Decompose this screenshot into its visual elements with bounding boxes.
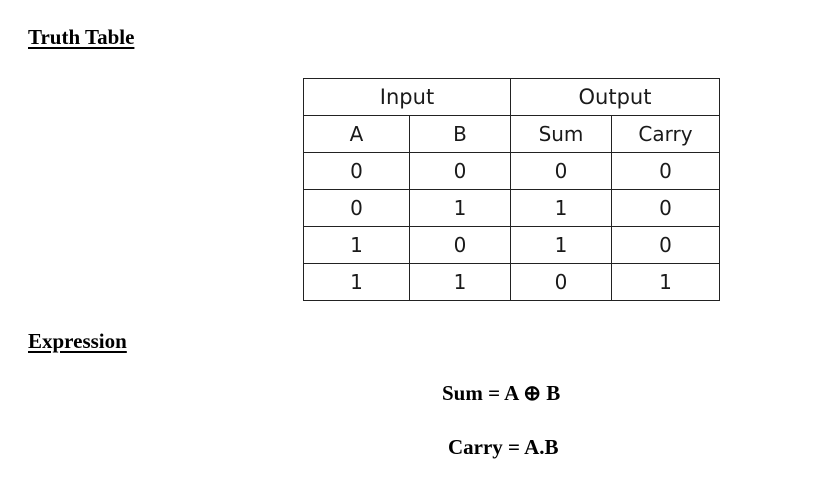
table-row: [304, 264, 720, 301]
cell-a: 1: [304, 264, 410, 301]
cell-sum: 1: [511, 227, 612, 264]
input-group-header: Input: [304, 79, 511, 116]
cell-carry: 1: [612, 264, 720, 301]
column-header-sum: Sum: [511, 116, 612, 153]
column-header-b: B: [410, 116, 511, 153]
table-row: [304, 227, 720, 264]
carry-expression: Carry = A.B: [448, 435, 559, 459]
output-group-header: Output: [511, 79, 720, 116]
expression-heading: Expression: [28, 329, 127, 353]
column-header-carry: Carry: [612, 116, 720, 153]
column-header-row: [304, 116, 720, 153]
table-row: [304, 153, 720, 190]
cell-sum: 0: [511, 264, 612, 301]
cell-carry: 0: [612, 153, 720, 190]
table-row: [304, 190, 720, 227]
cell-a: 1: [304, 227, 410, 264]
cell-a: 0: [304, 153, 410, 190]
cell-carry: 0: [612, 190, 720, 227]
cell-carry: 0: [612, 227, 720, 264]
cell-b: 1: [410, 190, 511, 227]
cell-b: 0: [410, 153, 511, 190]
truth-table-heading: Truth Table: [28, 25, 135, 49]
cell-b: 0: [410, 227, 511, 264]
column-header-a: A: [304, 116, 410, 153]
cell-sum: 1: [511, 190, 612, 227]
group-header-row: [304, 79, 720, 116]
truth-table: [303, 78, 720, 301]
cell-sum: 0: [511, 153, 612, 190]
cell-a: 0: [304, 190, 410, 227]
cell-b: 1: [410, 264, 511, 301]
sum-expression: Sum = A ⊕ B: [442, 381, 561, 405]
